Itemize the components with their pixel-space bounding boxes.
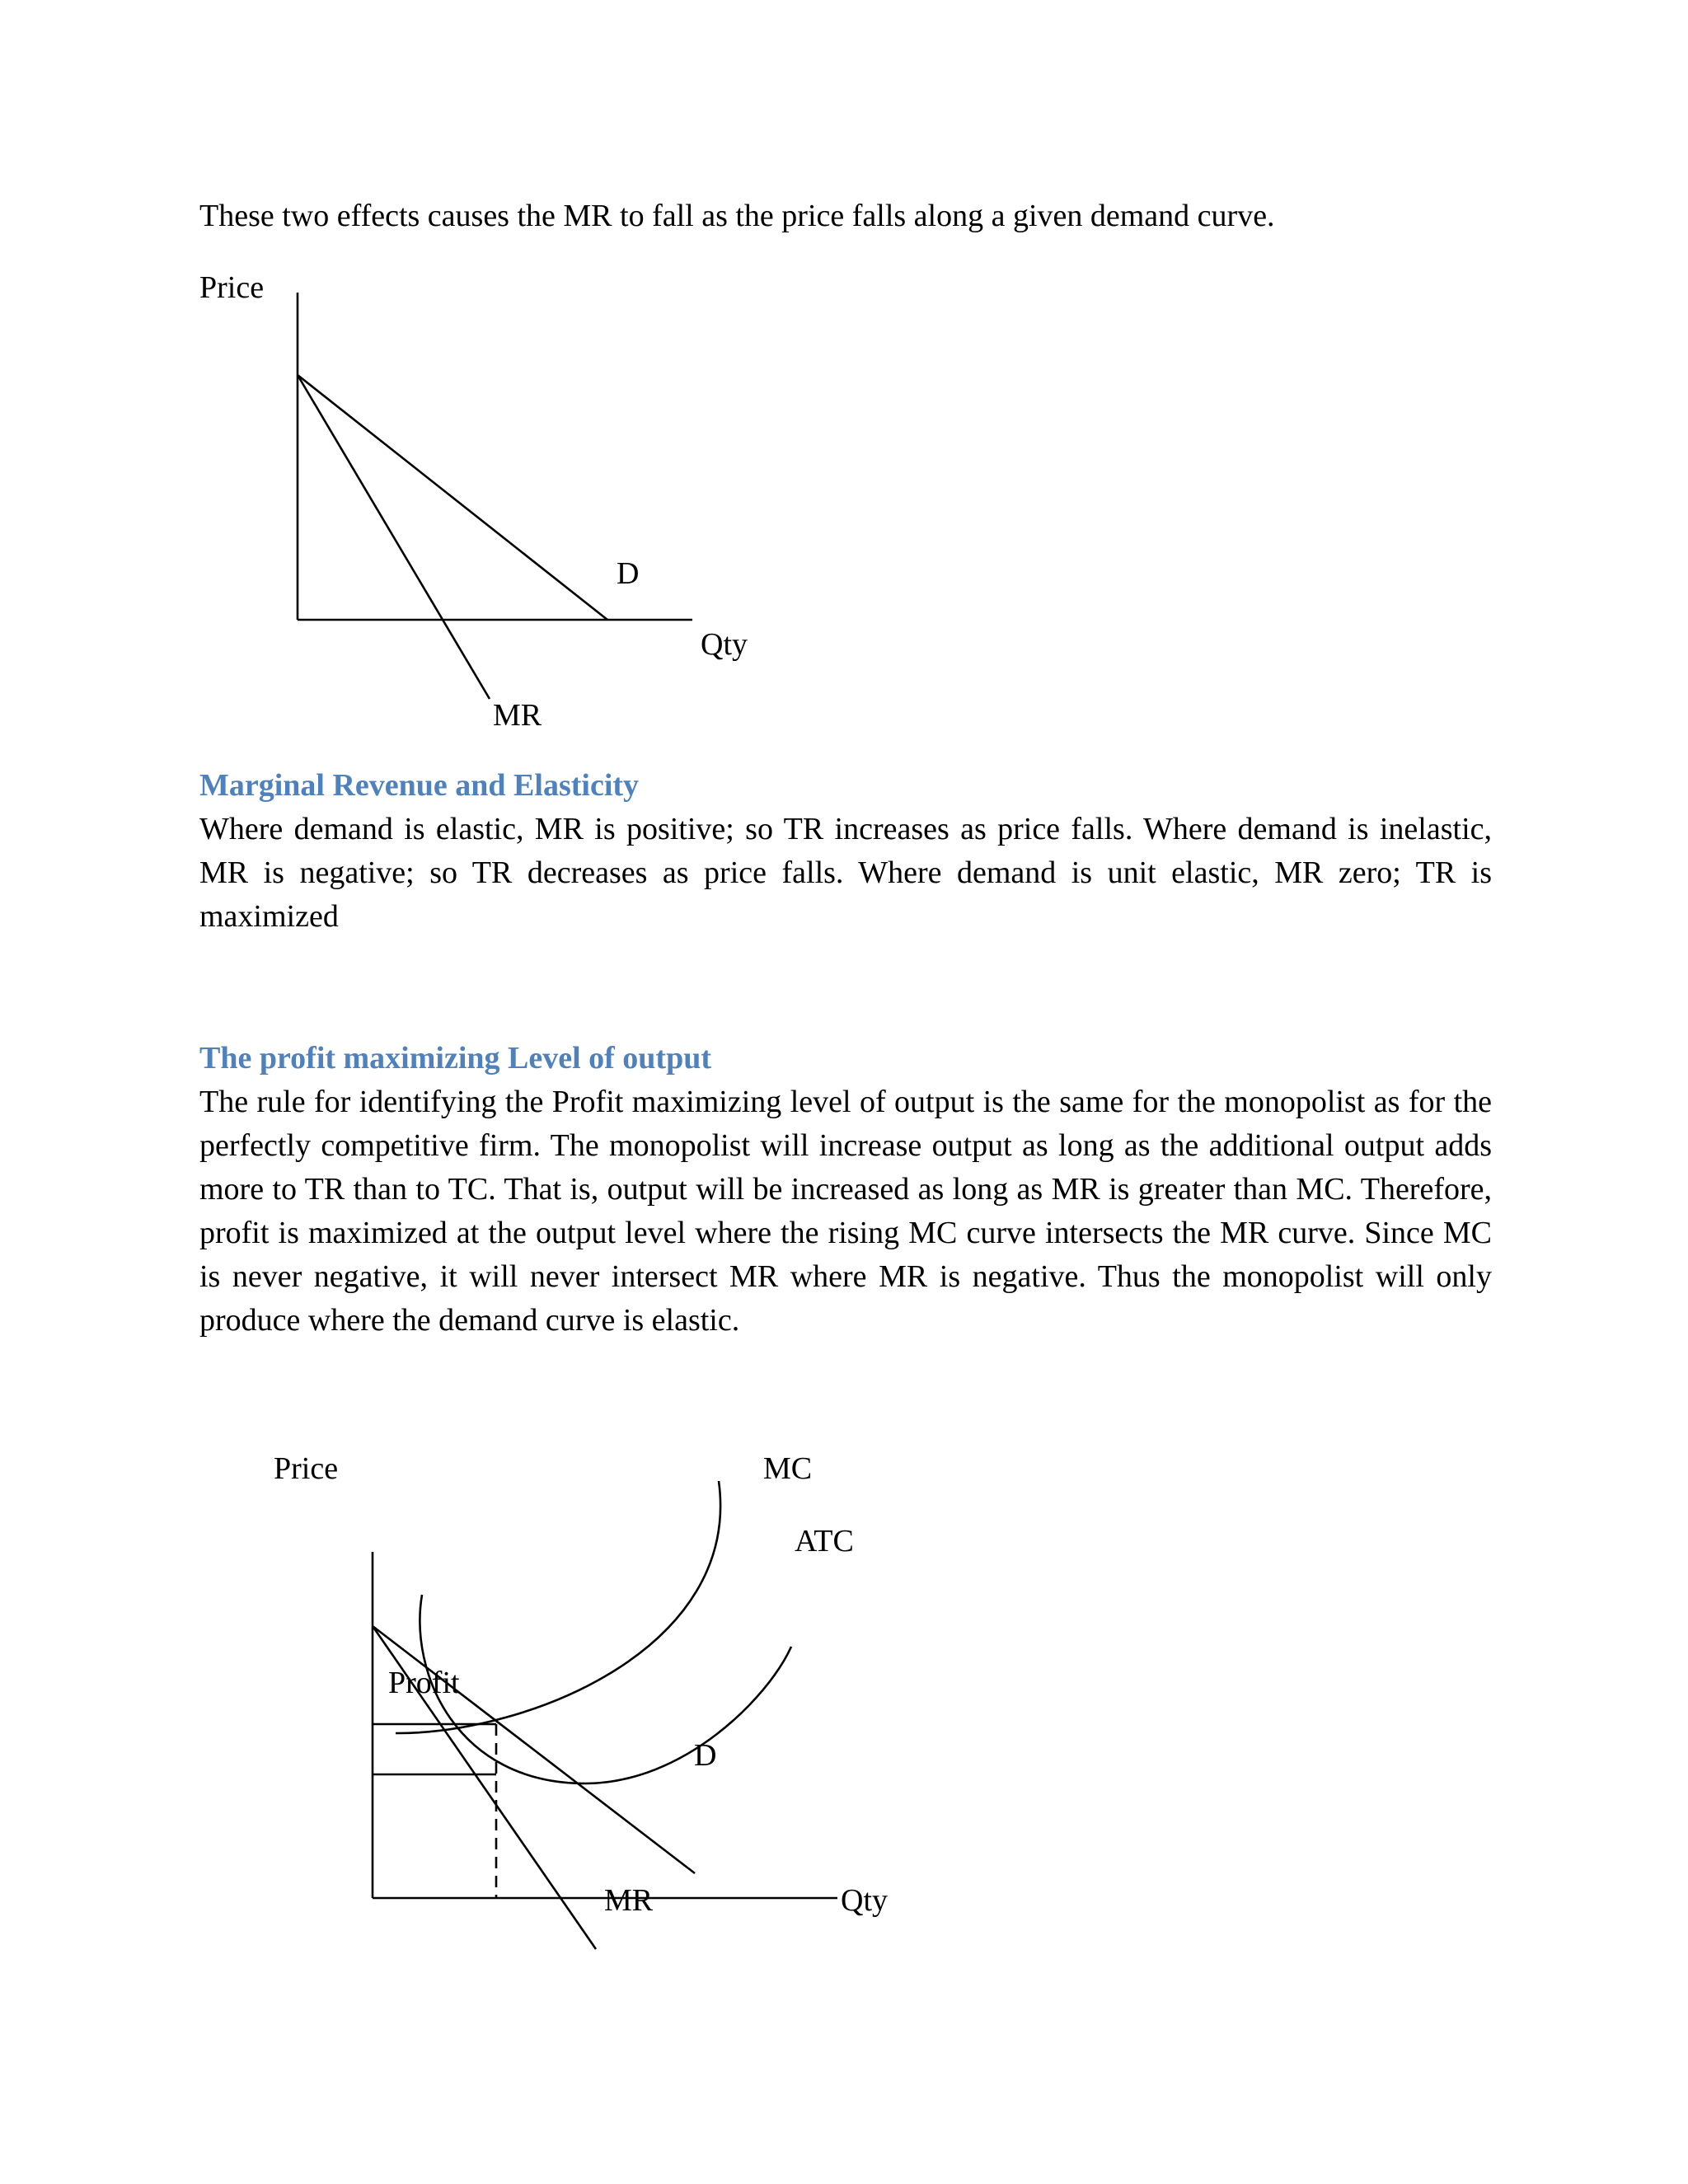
diagram2-mc-label: MC [763, 1451, 813, 1486]
paragraph-profit-max: The rule for identifying the Profit maximizing level of output is the same for the monopolist as for the perfectly competitive firm. The monopolist will increase output as long as the additional output adds more to TR than to TC. That is, output will be increased as long as MR is greater than MC. Therefore, profit is maximized at the output level where the rising MC curve intersects the MR curve. Since MC is never negative, it will never intersect MR where MR is negative. Thus the monopolist will only produce where the demand curve is elastic. [199, 1085, 1492, 1338]
heading-mr-elasticity: Marginal Revenue and Elasticity [199, 768, 640, 803]
diagram1-demand-label: D [617, 556, 640, 591]
diagram1-mr-label: MR [493, 698, 542, 733]
diagram2-atc-label: ATC [795, 1524, 854, 1558]
diagram2-demand-curve [373, 1626, 695, 1873]
paragraph-mr-elasticity: Where demand is elastic, MR is positive; so TR increases as price falls. Where demand is inelastic, MR is negative; so TR decreases as price falls. Where demand is unit elastic, MR zero; TR is maximized [199, 812, 1492, 934]
heading-profit-max: The profit maximizing Level of output [199, 1041, 712, 1076]
diagram2-profit-label: Profit [388, 1666, 460, 1700]
diagram2-atc-curve [420, 1595, 791, 1783]
diagram1-qty-label: Qty [701, 627, 748, 662]
diagram2-qty-label: Qty [841, 1883, 888, 1918]
diagram2-price-label: Price [274, 1451, 339, 1486]
intro-sentence: These two effects causes the MR to fall as the price falls along a given demand curve. [199, 199, 1275, 233]
diagram1-price-label: Price [199, 270, 265, 305]
diagram2-mr-label: MR [604, 1883, 654, 1918]
diagram2-demand-label: D [694, 1738, 717, 1773]
